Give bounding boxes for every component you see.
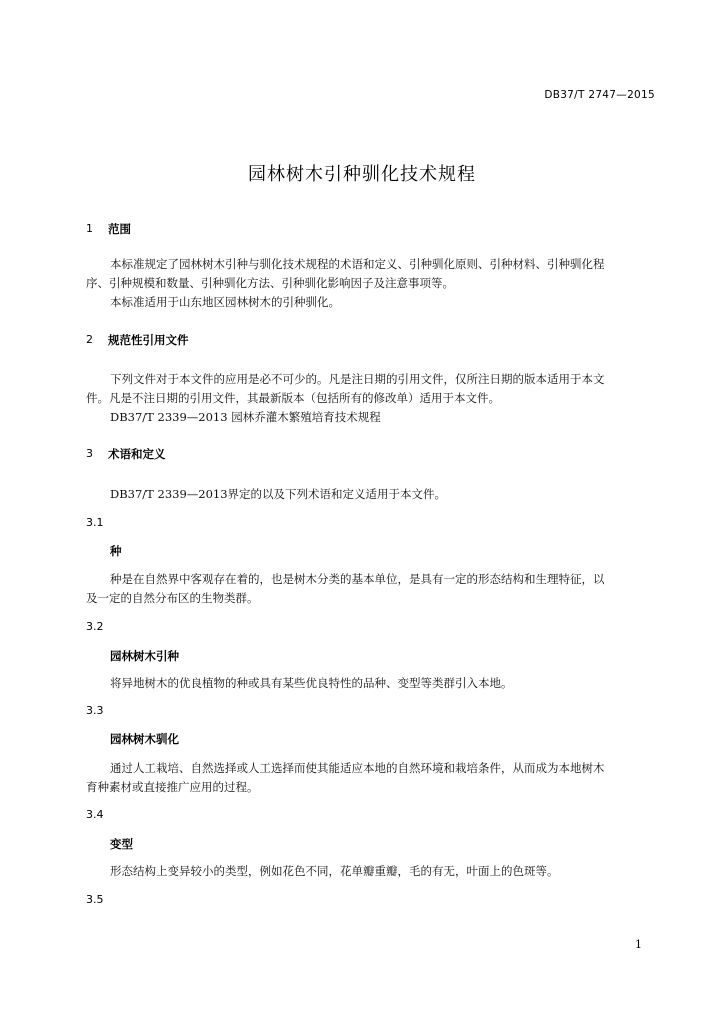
term-title: 园林树木驯化 [110, 732, 179, 746]
paragraph-line: 本标准适用于山东地区园林树木的引种驯化。 [110, 295, 340, 309]
definition-line: 通过人工栽培、自然选择或人工选择而使其能适应本地的自然环境和栽培条件，从而成为本地树木 [110, 761, 605, 775]
definition-line: 将异地树木的优良植物的种或具有某些优良特性的品种、变型等类群引入本地。 [110, 676, 513, 690]
term-number: 3.3 [86, 704, 104, 717]
document-title: 园林树木引种驯化技术规程 [248, 164, 476, 185]
section-title: 范围 [108, 222, 131, 236]
term-number: 3.2 [86, 620, 104, 633]
definition-line: 种是在自然界中客观存在着的，也是树木分类的基本单位，是具有一定的形态结构和生理特征，以 [110, 572, 605, 586]
definition-line: 及一定的自然分布区的生物类群。 [86, 591, 259, 605]
section-number: 3 [86, 447, 93, 460]
paragraph-line: 件。凡是不注日期的引用文件，其最新版本（包括所有的修改单）适用于本文件。 [86, 391, 500, 405]
term-number: 3.1 [86, 516, 104, 529]
section-number: 2 [86, 333, 93, 346]
term-title: 园林树木引种 [110, 649, 179, 663]
paragraph-line: DB37/T 2339—2013界定的以及下列术语和定义适用于本文件。 [110, 487, 447, 501]
page-number: 1 [635, 938, 642, 951]
paragraph-line: 下列文件对于本文件的应用是必不可少的。凡是注日期的引用文件，仅所注日期的版本适用于本文 [110, 372, 605, 386]
paragraph-line: 序、引种规模和数量、引种驯化方法、引种驯化影响因子及注意事项等。 [86, 276, 454, 290]
paragraph-line: 本标准规定了园林树木引种与驯化技术规程的术语和定义、引种驯化原则、引种材料、引种驯化程 [110, 257, 605, 271]
section-title: 规范性引用文件 [108, 333, 189, 347]
standard-code: DB37/T 2747—2015 [544, 89, 655, 101]
definition-line: 形态结构上变异较小的类型，例如花色不同，花单瓣重瓣，毛的有无，叶面上的色斑等。 [110, 864, 559, 878]
term-number: 3.5 [86, 893, 104, 906]
definition-line: 育种素材或直接推广应用的过程。 [86, 780, 259, 794]
term-number: 3.4 [86, 808, 104, 821]
term-title: 种 [110, 544, 122, 558]
section-number: 1 [86, 222, 93, 235]
section-title: 术语和定义 [108, 447, 166, 461]
reference-item: DB37/T 2339—2013 园林乔灌木繁殖培育技术规程 [110, 410, 381, 424]
term-title: 变型 [110, 837, 133, 851]
